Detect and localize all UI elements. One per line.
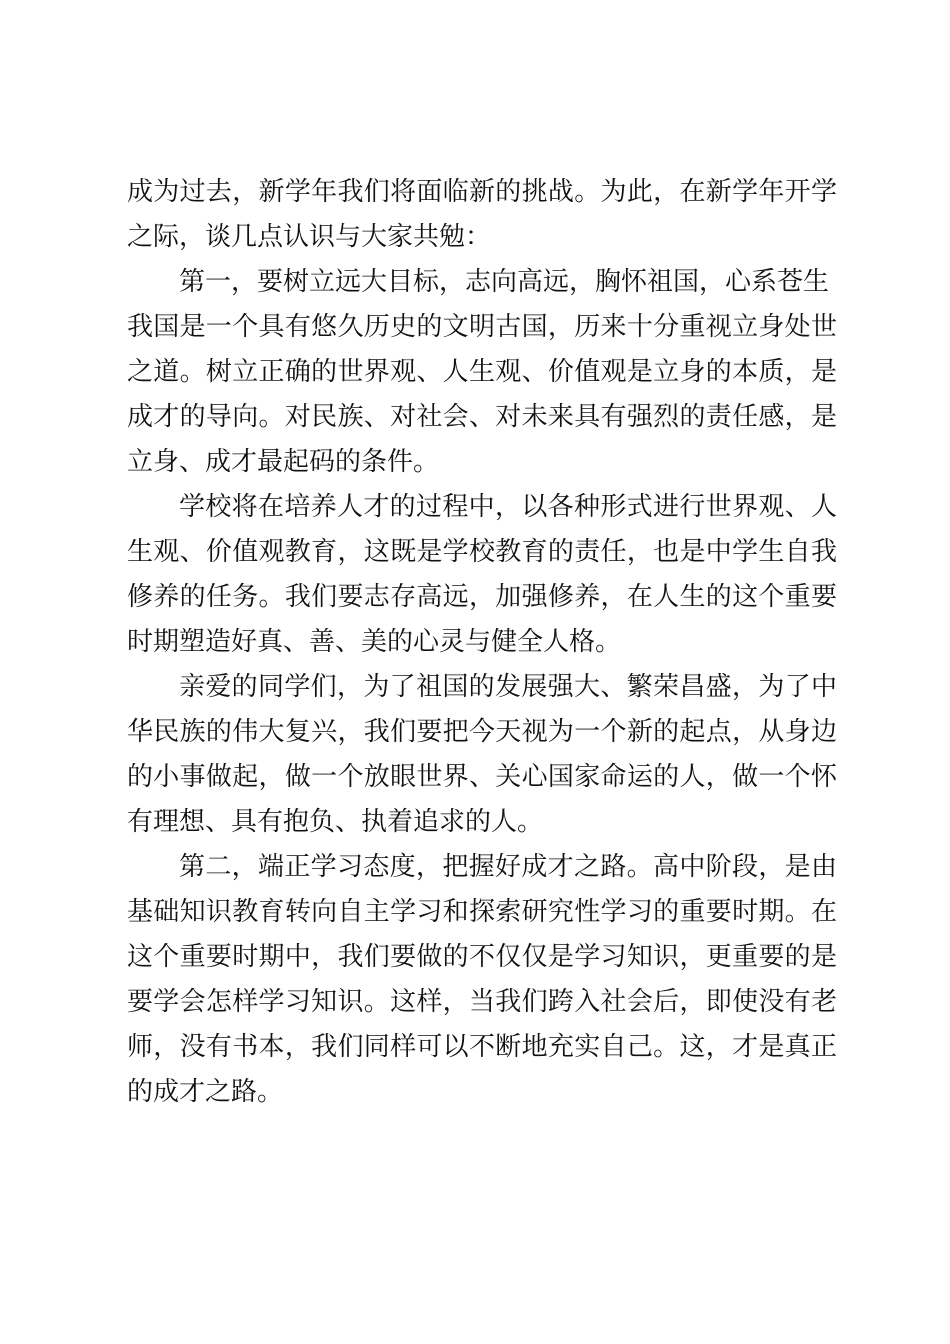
text-line: 第一，要树立远大目标，志向高远，胸怀祖国，心系苍生 xyxy=(179,267,830,297)
text-line: 师，没有书本，我们同样可以不断地充实自己。这，才是真正 xyxy=(127,1032,837,1062)
text-line: 要学会怎样学习知识。这样，当我们跨入社会后，即使没有老 xyxy=(127,987,837,1017)
text-line: 第二，端正学习态度，把握好成才之路。高中阶段，是由 xyxy=(179,852,837,882)
text-line: 之际，谈几点认识与大家共勉： xyxy=(127,222,492,252)
text-line: 成为过去，新学年我们将面临新的挑战。为此，在新学年开学 xyxy=(127,177,837,207)
text-line: 生观、价值观教育，这既是学校教育的责任，也是中学生自我 xyxy=(127,537,837,567)
text-line: 基础知识教育转向自主学习和探索研究性学习的重要时期。在 xyxy=(127,897,837,927)
text-line: 有理想、具有抱负、执着追求的人。 xyxy=(127,807,544,837)
text-line: 华民族的伟大复兴，我们要把今天视为一个新的起点，从身边 xyxy=(127,717,837,747)
text-line: 的小事做起，做一个放眼世界、关心国家命运的人，做一个怀 xyxy=(127,762,837,792)
text-line: 学校将在培养人才的过程中，以各种形式进行世界观、人 xyxy=(179,492,837,522)
text-line: 我国是一个具有悠久历史的文明古国，历来十分重视立身处世 xyxy=(127,312,837,342)
text-line: 时期塑造好真、善、美的心灵与健全人格。 xyxy=(127,627,622,657)
text-line: 之道。树立正确的世界观、人生观、价值观是立身的本质，是 xyxy=(127,357,837,387)
text-line: 成才的导向。对民族、对社会、对未来具有强烈的责任感，是 xyxy=(127,402,837,432)
text-line: 的成才之路。 xyxy=(127,1077,284,1107)
text-line: 这个重要时期中，我们要做的不仅仅是学习知识，更重要的是 xyxy=(127,942,837,972)
text-line: 亲爱的同学们，为了祖国的发展强大、繁荣昌盛，为了中 xyxy=(179,672,837,702)
body-text xyxy=(127,170,837,1115)
text-line: 立身、成才最起码的条件。 xyxy=(127,447,440,477)
text-line: 修养的任务。我们要志存高远，加强修养，在人生的这个重要 xyxy=(127,582,837,612)
